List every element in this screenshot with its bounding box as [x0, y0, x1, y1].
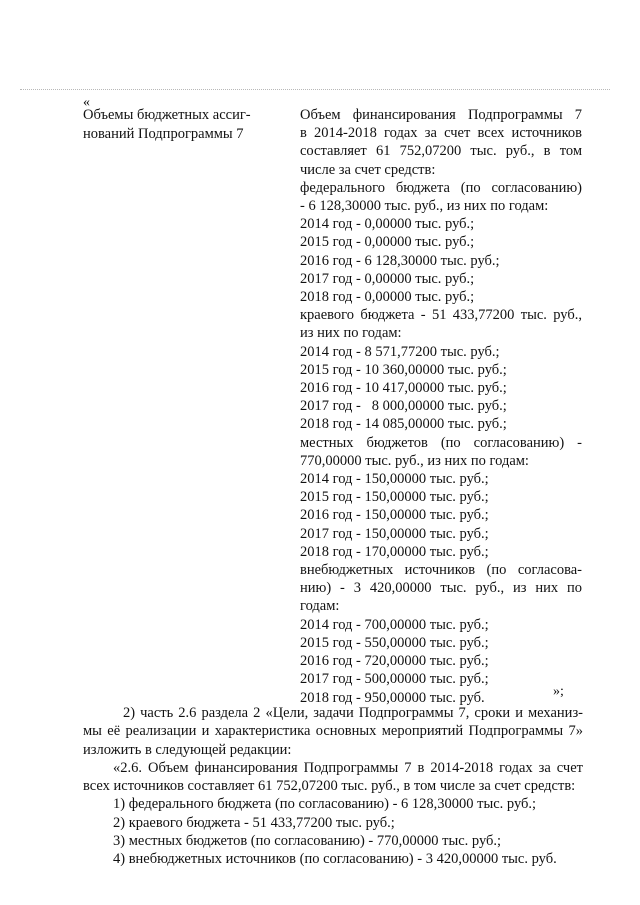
table-left-column — [83, 106, 273, 144]
extra-year: 2017 год - 500,00000 тыс. руб.; — [300, 671, 489, 688]
paragraph-line: всех источников составляет 61 752,07200 тыс. руб., в том числе за счет средств: — [83, 778, 576, 795]
extra-year: 2016 год - 720,00000 тыс. руб.; — [300, 653, 489, 670]
left-col-line: нований Подпрограммы 7 — [83, 126, 244, 142]
local-year: 2018 год - 170,00000 тыс. руб.; — [300, 543, 489, 560]
intro-line: составляет 61 752,07200 тыс. руб., в том — [300, 143, 582, 160]
scan-dotted-line — [20, 89, 610, 90]
list-item: 1) федерального бюджета (по согласованию) - 6 128,30000 тыс. руб.; — [113, 796, 537, 813]
federal-heading: - 6 128,30000 тыс. руб., из них по годам: — [300, 198, 549, 215]
extra-heading: нию) - 3 420,00000 тыс. руб., из них по — [300, 580, 582, 597]
regional-heading: краевого бюджета - 51 433,77200 тыс. руб., — [300, 307, 582, 324]
regional-year: 2018 год - 14 085,00000 тыс. руб.; — [300, 416, 507, 433]
paragraph-line: мы её реализации и характеристика основных мероприятий Подпрограммы 7» — [83, 723, 583, 740]
closing-quote: »; — [553, 684, 564, 699]
regional-year: 2017 год - 8 000,00000 тыс. руб.; — [300, 398, 507, 415]
opening-quote: « — [83, 95, 90, 110]
list-item: 3) местных бюджетов (по согласованию) - 770,00000 тыс. руб.; — [113, 833, 502, 850]
local-heading: 770,00000 тыс. руб., из них по годам: — [300, 452, 529, 469]
extra-year: 2014 год - 700,00000 тыс. руб.; — [300, 616, 489, 633]
regional-year: 2015 год - 10 360,00000 тыс. руб.; — [300, 361, 507, 378]
extra-year: 2015 год - 550,00000 тыс. руб.; — [300, 634, 489, 651]
federal-year: 2016 год - 6 128,30000 тыс. руб.; — [300, 252, 500, 269]
federal-year: 2018 год - 0,00000 тыс. руб.; — [300, 289, 475, 306]
regional-year: 2016 год - 10 417,00000 тыс. руб.; — [300, 380, 507, 397]
extra-heading: годам: — [300, 598, 340, 615]
list-item: 2) краевого бюджета - 51 433,77200 тыс. руб.; — [113, 814, 395, 831]
paragraph-line: «2.6. Объем финансирования Подпрограммы 7 в 2014-2018 годах за счет — [113, 759, 583, 776]
intro-line: Объем финансирования Подпрограммы 7 — [300, 107, 582, 123]
federal-year: 2014 год - 0,00000 тыс. руб.; — [300, 216, 475, 233]
regional-heading: из них по годам: — [300, 325, 402, 342]
regional-year: 2014 год - 8 571,77200 тыс. руб.; — [300, 343, 500, 360]
federal-heading: федерального бюджета (по согласованию) — [300, 179, 582, 196]
left-col-line: Объемы бюджетных ассиг- — [83, 107, 251, 123]
extra-heading: внебюджетных источников (по согласова- — [300, 562, 582, 579]
federal-year: 2017 год - 0,00000 тыс. руб.; — [300, 270, 475, 287]
list-item: 4) внебюджетных источников (по согласованию) - 3 420,00000 тыс. руб. — [113, 851, 557, 868]
local-year: 2017 год - 150,00000 тыс. руб.; — [300, 525, 489, 542]
intro-line: в 2014-2018 годах за счет всех источников — [300, 125, 582, 142]
extra-year: 2018 год - 950,00000 тыс. руб. — [300, 689, 485, 706]
intro-line: числе за счет средств: — [300, 161, 436, 178]
paragraph-line: 2) часть 2.6 раздела 2 «Цели, задачи Подпрограммы 7, сроки и механиз- — [123, 705, 583, 721]
body-text — [83, 704, 583, 869]
local-year: 2016 год - 150,00000 тыс. руб.; — [300, 507, 489, 524]
local-heading: местных бюджетов (по согласованию) - — [300, 434, 582, 451]
local-year: 2015 год - 150,00000 тыс. руб.; — [300, 489, 489, 506]
federal-year: 2015 год - 0,00000 тыс. руб.; — [300, 234, 475, 251]
local-year: 2014 год - 150,00000 тыс. руб.; — [300, 471, 489, 488]
table-right-column — [300, 106, 582, 707]
paragraph-line: изложить в следующей редакции: — [83, 741, 292, 758]
